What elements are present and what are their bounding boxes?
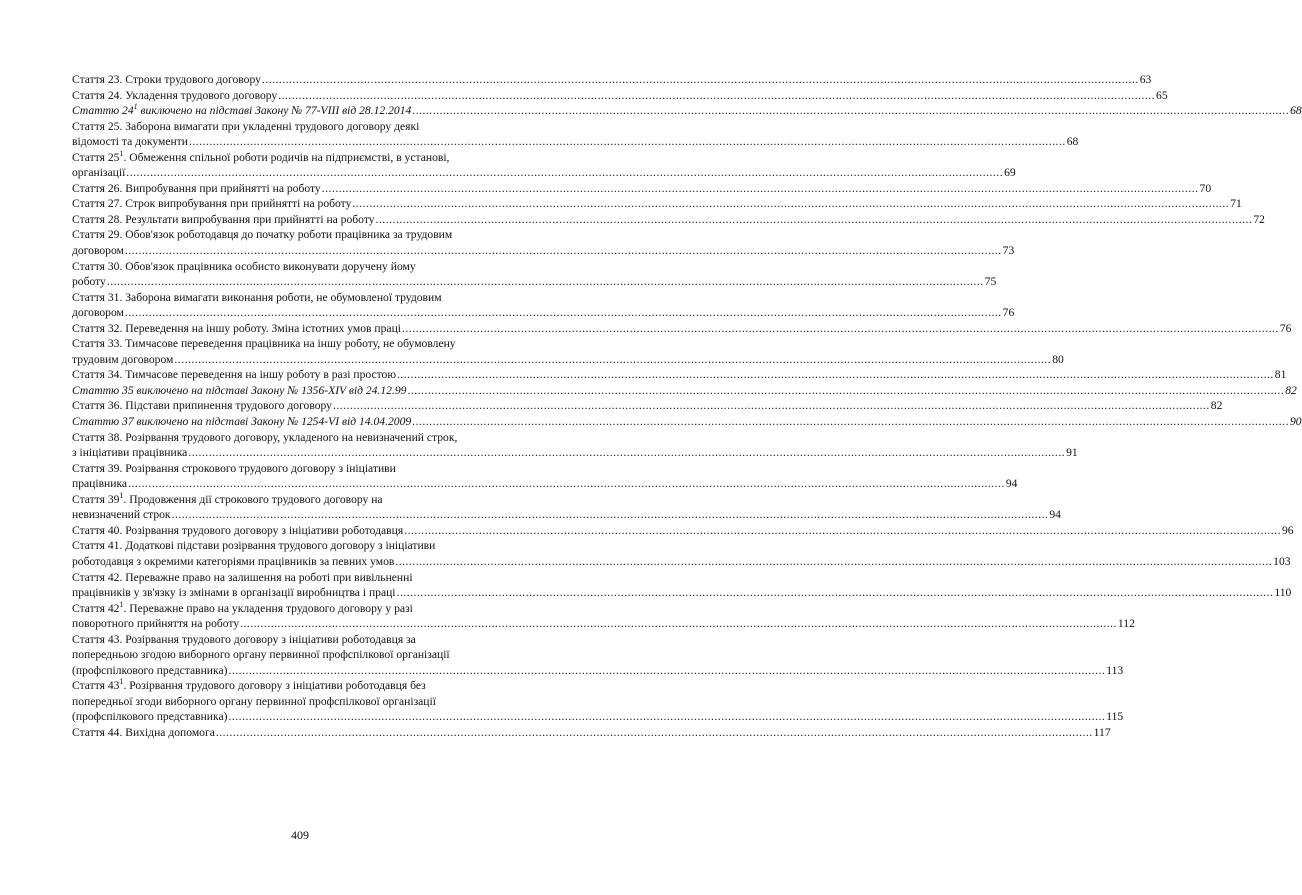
toc-entry-page: 80 [1052,352,1064,366]
toc-entry-title-line: роботодавця з окремими категоріями працівників за певних умов [72,554,395,568]
toc-entry-title-line: Стаття 44. Вихідна допомога [72,725,215,739]
toc-entry-page: 91 [1066,446,1078,460]
toc-entry-title-line: договором [72,306,124,320]
toc-entry-title-line: Стаття 30. Обов'язок працівника особисто виконувати доручену йому [72,259,416,273]
toc-entry [72,227,1015,258]
toc-entry-title-line: Стаття 39. Розірвання строкового трудового договору з ініціативи [72,461,396,475]
toc-entry [72,430,1078,461]
toc-entry-title-line: Стаття $42^1$. Переважне право на укладення трудового договору у разі [72,599,413,615]
toc-entry-page: 75 [984,275,997,289]
toc-entry [72,148,1016,181]
toc-entry-title-line: Стаття 24. Укладення трудового договору [72,88,278,102]
toc-entry-title-line: Стаття 25. Заборона вимагати при укладенні трудового договору деякі [72,119,420,133]
toc-entry-title-line: роботу [72,275,106,289]
dot-leader [278,88,1155,104]
toc-entry [72,570,1292,601]
toc-entry [72,196,1242,212]
toc-entry-title-line: Стаття 43. Розірвання трудового договору з ініціативи роботодавця за [72,632,416,646]
toc-entry-page: 65 [1156,88,1168,102]
toc-entry-page: 96 [1281,523,1294,537]
toc-entry-title-line: Стаття 31. Заборона вимагати виконання роботи, не обумовленої трудовим [72,290,442,304]
toc-entry-title-line: Стаття 29. Обов'язок роботодавця до початку роботи працівника за трудовим [72,228,453,242]
toc-entry-title-line: Стаття 36. Підстави припинення трудового договору [72,399,332,413]
dot-leader [125,305,1002,321]
toc-entry-title-line: відомості та документи [72,135,188,149]
dot-leader [322,181,1199,197]
toc-entry [72,259,997,290]
dot-leader [412,103,1289,119]
dot-leader [402,321,1279,337]
toc-entry [72,677,1124,725]
toc-entry-title-line: (профспілкового представника) [72,663,228,677]
toc-entry [72,290,1015,321]
toc-entry [72,336,1064,367]
page-number: 409 [291,828,309,842]
toc-entry-title-line: Стаття $39^1$. Продовження дії строкового трудового договору на [72,490,383,506]
toc-entry-title-line: трудовим договором [72,352,174,366]
toc-entry-title-line: невизначений строк [72,508,171,522]
toc-entry-page: 103 [1273,554,1291,568]
toc-entry [72,367,1287,383]
toc-entry-page: 70 [1199,181,1212,195]
toc-entry-title-line: працівників у зв'язку із змінами в організації виробництва і праці [72,586,396,600]
toc-entry [72,119,1079,150]
toc-entry-title-line: Стаття 40. Розірвання трудового договору з ініціативи роботодавця [72,523,404,537]
toc-entry-title-line: Стаття 42. Переважне право на залишення на роботі при вивільненні [72,570,413,584]
dot-leader [228,663,1105,679]
toc-entry-page: 94 [1005,477,1018,491]
toc-entry-title-line: Стаття 27. Строк випробування при прийнятті на роботу [72,197,352,211]
toc-entry-title-line: Статтю $24^1$ виключено на підставі Закону № 77-VIII від 28.12.2014 [72,102,412,118]
toc-entry-page: 63 [1139,73,1152,86]
toc-entry-page: 113 [1106,663,1124,677]
dot-leader [352,196,1229,212]
dot-leader [262,72,1139,88]
toc-entry [72,398,1223,414]
dot-leader [395,554,1272,570]
dot-leader [376,212,1253,228]
dot-leader [407,383,1284,399]
toc-entry-title-line: з ініціативи працівника [72,446,188,460]
toc-entry [72,102,1302,119]
toc-entry-title-line: Стаття 28. Результати випробування при прийнятті на роботу [72,212,375,226]
toc-entry [72,523,1294,539]
toc-entry [72,212,1265,228]
dot-leader [188,445,1065,461]
toc-entry-title-line: Стаття 23. Строки трудового договору [72,73,261,86]
dot-leader [172,507,1049,523]
toc-entry-title-line: Стаття $25^1$. Обмеження спільної роботи родичів на підприємстві, в установі, [72,148,450,164]
toc-entry-title-line: попередньою згодою виборного органу первинної профспілкової організації [72,648,450,662]
toc-entry [72,72,1152,88]
toc-entry-page: 68 [1066,135,1079,149]
toc-entry [72,88,1168,104]
toc-entry-page: 71 [1230,197,1242,211]
toc-entry-title-line: працівника [72,477,128,491]
toc-entry-title-line: (профспілкового представника) [72,710,228,724]
dot-leader [412,414,1289,430]
dot-leader [125,243,1002,259]
dot-leader [107,274,984,290]
toc-entry-page: 82 [1210,399,1223,413]
toc-entry-title-line: Статтю 37 виключено на підставі Закону № 1254-VI від 14.04.2009 [72,415,412,429]
toc-entry-title-line: Стаття 38. Розірвання трудового договору, укладеного на невизначений строк, [72,430,458,444]
toc-entry-title-line: Стаття 41. Додаткові підстави розірвання трудового договору з ініціативи [72,539,436,553]
toc-entry-title-line: поворотного прийняття на роботу [72,617,240,631]
dot-leader [404,523,1281,539]
toc-entry-page: 81 [1274,368,1287,382]
toc-entry [72,538,1291,569]
dot-leader [174,352,1051,368]
toc-entry-page: 112 [1117,617,1135,631]
dot-leader [189,134,1066,150]
toc-entry [72,181,1212,197]
dot-leader [128,476,1005,492]
toc-entry-title-line: Стаття 26. Випробування при прийнятті на роботу [72,181,321,195]
toc-entry [72,321,1292,337]
dot-leader [397,585,1274,601]
toc-entry [72,383,1297,399]
dot-leader [216,725,1093,741]
toc-entry [72,632,1124,679]
toc-entry-title-line: Стаття 34. Тимчасове переведення на іншу роботу в разі простою [72,368,396,382]
toc-entry [72,490,1061,523]
toc-entry-title-line: попередньої згоди виборного органу первинної профспілкової організації [72,694,436,708]
dot-leader [397,367,1274,383]
toc-entry-page: 73 [1002,244,1015,258]
toc-entry-page: 82 [1285,383,1297,397]
toc-entry-title-line: організації [72,166,126,180]
toc-entry-title-line: Стаття 32. Переведення на іншу роботу. Зміна істотних умов праці [72,321,401,335]
dot-leader [228,709,1105,725]
toc-entry [72,725,1111,741]
toc-entry-page: 76 [1002,306,1015,320]
dot-leader [333,398,1210,414]
toc-entry-title-line: Статтю 35 виключено на підставі Закону № 1356-XIV від 24.12.99 [72,383,407,397]
toc-entry [72,414,1302,430]
table-of-contents [72,72,1302,741]
toc-entry [72,599,1135,632]
toc-entry [72,461,1018,492]
toc-entry-title-line: Стаття 33. Тимчасове переведення працівника на іншу роботу, не обумовлену [72,337,456,351]
dot-leader [126,165,1003,181]
toc-entry-page: 76 [1279,321,1292,335]
toc-entry-page: 94 [1049,508,1061,522]
toc-entry-page: 110 [1274,586,1292,600]
toc-entry-page: 115 [1106,710,1124,724]
toc-entry-title-line: Стаття $43^1$. Розірвання трудового договору з ініціативи роботодавця без [72,677,426,693]
toc-entry-page: 68 [1290,104,1302,118]
toc-entry-page: 72 [1253,212,1265,226]
dot-leader [240,616,1117,632]
toc-entry-page: 90 [1289,415,1302,429]
toc-entry-title-line: договором [72,244,124,258]
toc-entry-page: 69 [1004,166,1016,180]
toc-entry-page: 117 [1093,725,1111,739]
